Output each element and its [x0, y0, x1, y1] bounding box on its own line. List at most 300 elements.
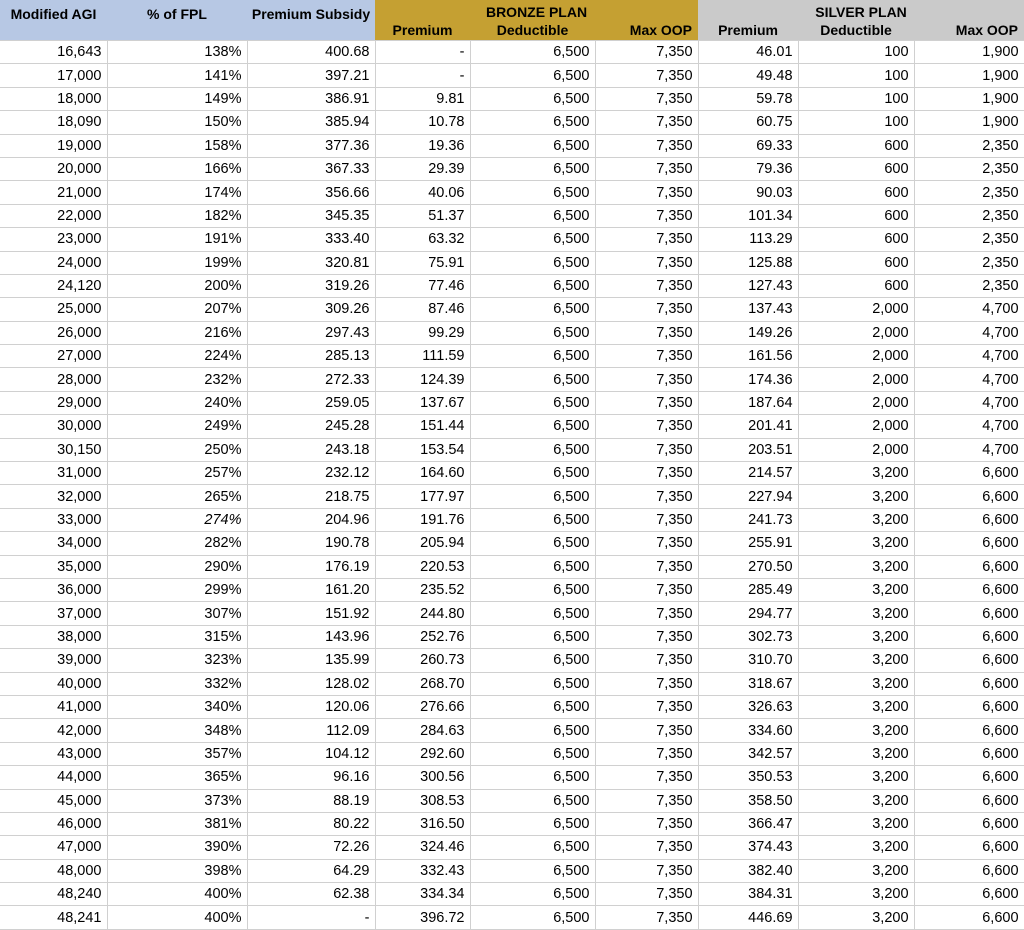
cell-pct-fpl: 340%: [107, 695, 247, 718]
table-row: [0, 181, 1024, 204]
cell-premium-subsidy: -: [247, 906, 375, 929]
cell-bronze-premium: 77.46: [375, 274, 470, 297]
cell-silver-premium: 358.50: [698, 789, 798, 812]
cell-silver-premium: 326.63: [698, 695, 798, 718]
cell-modified-agi: 34,000: [0, 532, 107, 555]
cell-silver-max-oop: 2,350: [914, 181, 1024, 204]
cell-silver-deductible: 3,200: [798, 812, 914, 835]
cell-pct-fpl: 138%: [107, 41, 247, 64]
cell-pct-fpl: 307%: [107, 602, 247, 625]
cell-bronze-max-oop: 7,350: [595, 345, 698, 368]
table-row: [0, 649, 1024, 672]
cell-bronze-deductible: 6,500: [470, 181, 595, 204]
cell-silver-max-oop: 6,600: [914, 672, 1024, 695]
cell-bronze-max-oop: 7,350: [595, 532, 698, 555]
cell-silver-deductible: 3,200: [798, 695, 914, 718]
cell-bronze-max-oop: 7,350: [595, 485, 698, 508]
cell-premium-subsidy: 297.43: [247, 321, 375, 344]
cell-bronze-premium: 51.37: [375, 204, 470, 227]
cell-pct-fpl: 365%: [107, 766, 247, 789]
cell-modified-agi: 24,120: [0, 274, 107, 297]
cell-bronze-deductible: 6,500: [470, 672, 595, 695]
cell-premium-subsidy: 320.81: [247, 251, 375, 274]
cell-silver-max-oop: 6,600: [914, 742, 1024, 765]
cell-silver-max-oop: 1,900: [914, 87, 1024, 110]
cell-bronze-deductible: 6,500: [470, 836, 595, 859]
cell-bronze-deductible: 6,500: [470, 485, 595, 508]
cell-modified-agi: 19,000: [0, 134, 107, 157]
header-bronze-premium: Premium: [375, 20, 470, 41]
cell-pct-fpl: 216%: [107, 321, 247, 344]
cell-bronze-premium: 177.97: [375, 485, 470, 508]
cell-silver-premium: 310.70: [698, 649, 798, 672]
cell-premium-subsidy: 309.26: [247, 298, 375, 321]
cell-silver-max-oop: 6,600: [914, 695, 1024, 718]
header-bronze-plan: BRONZE PLAN: [375, 0, 698, 20]
table-row: [0, 602, 1024, 625]
cell-bronze-premium: 268.70: [375, 672, 470, 695]
table-row: [0, 251, 1024, 274]
cell-modified-agi: 47,000: [0, 836, 107, 859]
table-row: [0, 789, 1024, 812]
cell-pct-fpl: 240%: [107, 391, 247, 414]
cell-bronze-deductible: 6,500: [470, 415, 595, 438]
cell-premium-subsidy: 151.92: [247, 602, 375, 625]
table-row: [0, 64, 1024, 87]
table-body: [0, 41, 1024, 930]
cell-silver-max-oop: 6,600: [914, 789, 1024, 812]
cell-silver-premium: 137.43: [698, 298, 798, 321]
cell-premium-subsidy: 386.91: [247, 87, 375, 110]
table-row: [0, 321, 1024, 344]
cell-pct-fpl: 381%: [107, 812, 247, 835]
cell-bronze-deductible: 6,500: [470, 228, 595, 251]
header-silver-deductible: Deductible: [798, 20, 914, 41]
cell-bronze-deductible: 6,500: [470, 602, 595, 625]
cell-silver-deductible: 3,200: [798, 742, 914, 765]
cell-silver-deductible: 600: [798, 134, 914, 157]
cell-modified-agi: 38,000: [0, 625, 107, 648]
cell-bronze-max-oop: 7,350: [595, 672, 698, 695]
table-row: [0, 462, 1024, 485]
cell-premium-subsidy: 259.05: [247, 391, 375, 414]
cell-bronze-max-oop: 7,350: [595, 508, 698, 531]
cell-premium-subsidy: 96.16: [247, 766, 375, 789]
cell-silver-deductible: 3,200: [798, 789, 914, 812]
cell-silver-deductible: 3,200: [798, 462, 914, 485]
cell-bronze-deductible: 6,500: [470, 555, 595, 578]
cell-silver-max-oop: 6,600: [914, 508, 1024, 531]
cell-bronze-premium: 334.34: [375, 883, 470, 906]
cell-silver-deductible: 3,200: [798, 649, 914, 672]
cell-modified-agi: 41,000: [0, 695, 107, 718]
cell-bronze-max-oop: 7,350: [595, 415, 698, 438]
table-row: [0, 695, 1024, 718]
cell-modified-agi: 40,000: [0, 672, 107, 695]
cell-bronze-max-oop: 7,350: [595, 649, 698, 672]
cell-pct-fpl: 274%: [107, 508, 247, 531]
cell-modified-agi: 48,241: [0, 906, 107, 929]
cell-bronze-premium: 284.63: [375, 719, 470, 742]
cell-silver-premium: 60.75: [698, 111, 798, 134]
cell-bronze-deductible: 6,500: [470, 345, 595, 368]
header-modified-agi: Modified AGI: [0, 0, 107, 41]
cell-premium-subsidy: 135.99: [247, 649, 375, 672]
cell-silver-premium: 203.51: [698, 438, 798, 461]
cell-bronze-deductible: 6,500: [470, 438, 595, 461]
cell-silver-max-oop: 6,600: [914, 906, 1024, 929]
cell-silver-deductible: 600: [798, 204, 914, 227]
cell-silver-premium: 318.67: [698, 672, 798, 695]
cell-bronze-max-oop: 7,350: [595, 204, 698, 227]
cell-silver-max-oop: 4,700: [914, 321, 1024, 344]
table-header: [0, 0, 1024, 41]
cell-pct-fpl: 290%: [107, 555, 247, 578]
cell-silver-deductible: 3,200: [798, 508, 914, 531]
cell-premium-subsidy: 232.12: [247, 462, 375, 485]
cell-bronze-deductible: 6,500: [470, 906, 595, 929]
cell-silver-max-oop: 2,350: [914, 228, 1024, 251]
cell-premium-subsidy: 385.94: [247, 111, 375, 134]
cell-bronze-premium: 205.94: [375, 532, 470, 555]
cell-bronze-premium: -: [375, 64, 470, 87]
cell-bronze-deductible: 6,500: [470, 64, 595, 87]
cell-premium-subsidy: 356.66: [247, 181, 375, 204]
cell-silver-premium: 125.88: [698, 251, 798, 274]
cell-bronze-max-oop: 7,350: [595, 41, 698, 64]
table-row: [0, 134, 1024, 157]
cell-silver-premium: 285.49: [698, 578, 798, 601]
cell-silver-max-oop: 2,350: [914, 274, 1024, 297]
cell-bronze-deductible: 6,500: [470, 859, 595, 882]
cell-bronze-deductible: 6,500: [470, 462, 595, 485]
cell-bronze-max-oop: 7,350: [595, 578, 698, 601]
table-row: [0, 719, 1024, 742]
cell-silver-max-oop: 6,600: [914, 883, 1024, 906]
cell-bronze-max-oop: 7,350: [595, 555, 698, 578]
cell-modified-agi: 30,150: [0, 438, 107, 461]
cell-silver-max-oop: 2,350: [914, 157, 1024, 180]
cell-silver-premium: 59.78: [698, 87, 798, 110]
cell-premium-subsidy: 176.19: [247, 555, 375, 578]
cell-silver-deductible: 3,200: [798, 859, 914, 882]
cell-silver-premium: 101.34: [698, 204, 798, 227]
cell-silver-max-oop: 6,600: [914, 719, 1024, 742]
cell-silver-max-oop: 6,600: [914, 462, 1024, 485]
cell-bronze-max-oop: 7,350: [595, 462, 698, 485]
cell-modified-agi: 43,000: [0, 742, 107, 765]
table-row: [0, 41, 1024, 64]
cell-silver-deductible: 600: [798, 181, 914, 204]
cell-silver-max-oop: 2,350: [914, 251, 1024, 274]
table-row: [0, 625, 1024, 648]
cell-bronze-premium: 244.80: [375, 602, 470, 625]
cell-silver-premium: 334.60: [698, 719, 798, 742]
cell-pct-fpl: 400%: [107, 883, 247, 906]
table-row: [0, 485, 1024, 508]
cell-bronze-deductible: 6,500: [470, 695, 595, 718]
cell-bronze-deductible: 6,500: [470, 766, 595, 789]
cell-modified-agi: 44,000: [0, 766, 107, 789]
cell-bronze-premium: 137.67: [375, 391, 470, 414]
cell-silver-deductible: 100: [798, 87, 914, 110]
cell-silver-deductible: 100: [798, 41, 914, 64]
cell-modified-agi: 16,643: [0, 41, 107, 64]
cell-pct-fpl: 257%: [107, 462, 247, 485]
table-row: [0, 368, 1024, 391]
cell-bronze-max-oop: 7,350: [595, 111, 698, 134]
header-silver-premium: Premium: [698, 20, 798, 41]
cell-silver-premium: 382.40: [698, 859, 798, 882]
cell-bronze-deductible: 6,500: [470, 532, 595, 555]
cell-silver-max-oop: 4,700: [914, 298, 1024, 321]
table-row: [0, 578, 1024, 601]
cell-pct-fpl: 299%: [107, 578, 247, 601]
cell-bronze-premium: 300.56: [375, 766, 470, 789]
header-bronze-deductible: Deductible: [470, 20, 595, 41]
cell-bronze-premium: -: [375, 41, 470, 64]
cell-modified-agi: 18,000: [0, 87, 107, 110]
cell-bronze-max-oop: 7,350: [595, 368, 698, 391]
cell-silver-deductible: 600: [798, 228, 914, 251]
cell-modified-agi: 21,000: [0, 181, 107, 204]
cell-bronze-deductible: 6,500: [470, 508, 595, 531]
cell-silver-max-oop: 6,600: [914, 485, 1024, 508]
table-row: [0, 345, 1024, 368]
cell-premium-subsidy: 161.20: [247, 578, 375, 601]
table-row: [0, 298, 1024, 321]
cell-premium-subsidy: 104.12: [247, 742, 375, 765]
cell-silver-deductible: 3,200: [798, 625, 914, 648]
header-bronze-max-oop: Max OOP: [595, 20, 698, 41]
cell-silver-premium: 201.41: [698, 415, 798, 438]
cell-silver-max-oop: 2,350: [914, 204, 1024, 227]
cell-silver-deductible: 3,200: [798, 672, 914, 695]
cell-silver-premium: 384.31: [698, 883, 798, 906]
cell-premium-subsidy: 245.28: [247, 415, 375, 438]
cell-modified-agi: 17,000: [0, 64, 107, 87]
cell-pct-fpl: 141%: [107, 64, 247, 87]
cell-silver-premium: 241.73: [698, 508, 798, 531]
cell-bronze-max-oop: 7,350: [595, 859, 698, 882]
cell-silver-deductible: 3,200: [798, 532, 914, 555]
cell-premium-subsidy: 345.35: [247, 204, 375, 227]
cell-bronze-deductible: 6,500: [470, 578, 595, 601]
cell-premium-subsidy: 204.96: [247, 508, 375, 531]
cell-bronze-deductible: 6,500: [470, 87, 595, 110]
table-row: [0, 766, 1024, 789]
cell-pct-fpl: 357%: [107, 742, 247, 765]
cell-bronze-premium: 316.50: [375, 812, 470, 835]
cell-bronze-max-oop: 7,350: [595, 625, 698, 648]
cell-bronze-deductible: 6,500: [470, 298, 595, 321]
cell-bronze-max-oop: 7,350: [595, 438, 698, 461]
cell-silver-max-oop: 4,700: [914, 438, 1024, 461]
cell-modified-agi: 30,000: [0, 415, 107, 438]
cell-bronze-deductible: 6,500: [470, 625, 595, 648]
cell-silver-deductible: 600: [798, 274, 914, 297]
cell-silver-premium: 270.50: [698, 555, 798, 578]
cell-pct-fpl: 166%: [107, 157, 247, 180]
cell-pct-fpl: 315%: [107, 625, 247, 648]
cell-premium-subsidy: 62.38: [247, 883, 375, 906]
cell-premium-subsidy: 128.02: [247, 672, 375, 695]
header-silver-max-oop: Max OOP: [914, 20, 1024, 41]
cell-bronze-max-oop: 7,350: [595, 766, 698, 789]
table-row: [0, 87, 1024, 110]
cell-modified-agi: 25,000: [0, 298, 107, 321]
cell-bronze-deductible: 6,500: [470, 789, 595, 812]
cell-bronze-premium: 19.36: [375, 134, 470, 157]
cell-modified-agi: 29,000: [0, 391, 107, 414]
cell-silver-deductible: 3,200: [798, 766, 914, 789]
cell-bronze-premium: 276.66: [375, 695, 470, 718]
cell-silver-max-oop: 6,600: [914, 532, 1024, 555]
cell-bronze-max-oop: 7,350: [595, 87, 698, 110]
cell-silver-deductible: 600: [798, 251, 914, 274]
table-row: [0, 111, 1024, 134]
cell-modified-agi: 31,000: [0, 462, 107, 485]
cell-pct-fpl: 282%: [107, 532, 247, 555]
cell-bronze-premium: 153.54: [375, 438, 470, 461]
cell-silver-max-oop: 1,900: [914, 111, 1024, 134]
cell-silver-deductible: 2,000: [798, 321, 914, 344]
table-row: [0, 836, 1024, 859]
cell-modified-agi: 37,000: [0, 602, 107, 625]
cell-silver-deductible: 3,200: [798, 906, 914, 929]
cell-modified-agi: 24,000: [0, 251, 107, 274]
table-row: [0, 157, 1024, 180]
cell-premium-subsidy: 120.06: [247, 695, 375, 718]
cell-bronze-max-oop: 7,350: [595, 181, 698, 204]
cell-bronze-premium: 124.39: [375, 368, 470, 391]
cell-pct-fpl: 224%: [107, 345, 247, 368]
cell-bronze-max-oop: 7,350: [595, 251, 698, 274]
cell-silver-premium: 49.48: [698, 64, 798, 87]
cell-premium-subsidy: 272.33: [247, 368, 375, 391]
cell-premium-subsidy: 72.26: [247, 836, 375, 859]
cell-bronze-deductible: 6,500: [470, 251, 595, 274]
table-row: [0, 391, 1024, 414]
cell-pct-fpl: 249%: [107, 415, 247, 438]
table-row: [0, 742, 1024, 765]
cell-bronze-premium: 40.06: [375, 181, 470, 204]
cell-silver-premium: 149.26: [698, 321, 798, 344]
cell-bronze-max-oop: 7,350: [595, 695, 698, 718]
table-row: [0, 859, 1024, 882]
cell-bronze-deductible: 6,500: [470, 719, 595, 742]
cell-silver-max-oop: 2,350: [914, 134, 1024, 157]
cell-pct-fpl: 149%: [107, 87, 247, 110]
cell-silver-premium: 79.36: [698, 157, 798, 180]
table-row: [0, 672, 1024, 695]
cell-pct-fpl: 174%: [107, 181, 247, 204]
cell-bronze-premium: 29.39: [375, 157, 470, 180]
cell-bronze-premium: 99.29: [375, 321, 470, 344]
cell-silver-premium: 294.77: [698, 602, 798, 625]
cell-bronze-max-oop: 7,350: [595, 812, 698, 835]
cell-silver-premium: 214.57: [698, 462, 798, 485]
cell-silver-premium: 174.36: [698, 368, 798, 391]
cell-bronze-max-oop: 7,350: [595, 906, 698, 929]
cell-modified-agi: 46,000: [0, 812, 107, 835]
cell-silver-deductible: 3,200: [798, 602, 914, 625]
cell-silver-premium: 187.64: [698, 391, 798, 414]
cell-silver-max-oop: 4,700: [914, 415, 1024, 438]
cell-premium-subsidy: 88.19: [247, 789, 375, 812]
cell-bronze-deductible: 6,500: [470, 742, 595, 765]
cell-silver-max-oop: 1,900: [914, 64, 1024, 87]
cell-bronze-deductible: 6,500: [470, 157, 595, 180]
cell-silver-deductible: 600: [798, 157, 914, 180]
cell-silver-max-oop: 4,700: [914, 345, 1024, 368]
cell-silver-premium: 69.33: [698, 134, 798, 157]
cell-modified-agi: 32,000: [0, 485, 107, 508]
table-row: [0, 812, 1024, 835]
cell-modified-agi: 39,000: [0, 649, 107, 672]
cell-bronze-max-oop: 7,350: [595, 298, 698, 321]
cell-bronze-deductible: 6,500: [470, 883, 595, 906]
table-row: [0, 883, 1024, 906]
cell-pct-fpl: 232%: [107, 368, 247, 391]
cell-modified-agi: 27,000: [0, 345, 107, 368]
cell-silver-max-oop: 6,600: [914, 836, 1024, 859]
cell-pct-fpl: 150%: [107, 111, 247, 134]
cell-bronze-max-oop: 7,350: [595, 274, 698, 297]
cell-bronze-max-oop: 7,350: [595, 602, 698, 625]
cell-modified-agi: 20,000: [0, 157, 107, 180]
cell-bronze-premium: 260.73: [375, 649, 470, 672]
cell-bronze-max-oop: 7,350: [595, 789, 698, 812]
cell-bronze-premium: 235.52: [375, 578, 470, 601]
cell-silver-deductible: 3,200: [798, 555, 914, 578]
cell-silver-max-oop: 6,600: [914, 859, 1024, 882]
cell-modified-agi: 45,000: [0, 789, 107, 812]
cell-bronze-max-oop: 7,350: [595, 836, 698, 859]
cell-premium-subsidy: 333.40: [247, 228, 375, 251]
cell-bronze-premium: 164.60: [375, 462, 470, 485]
cell-silver-deductible: 3,200: [798, 883, 914, 906]
cell-pct-fpl: 373%: [107, 789, 247, 812]
cell-silver-deductible: 2,000: [798, 438, 914, 461]
cell-pct-fpl: 348%: [107, 719, 247, 742]
cell-silver-deductible: 2,000: [798, 415, 914, 438]
cell-pct-fpl: 199%: [107, 251, 247, 274]
cell-pct-fpl: 265%: [107, 485, 247, 508]
cell-bronze-premium: 292.60: [375, 742, 470, 765]
cell-silver-premium: 446.69: [698, 906, 798, 929]
cell-bronze-deductible: 6,500: [470, 321, 595, 344]
cell-bronze-max-oop: 7,350: [595, 883, 698, 906]
cell-silver-max-oop: 1,900: [914, 41, 1024, 64]
cell-bronze-premium: 111.59: [375, 345, 470, 368]
cell-silver-max-oop: 6,600: [914, 649, 1024, 672]
cell-bronze-deductible: 6,500: [470, 134, 595, 157]
cell-bronze-premium: 191.76: [375, 508, 470, 531]
cell-pct-fpl: 191%: [107, 228, 247, 251]
header-pct-fpl: % of FPL: [107, 0, 247, 41]
cell-bronze-premium: 220.53: [375, 555, 470, 578]
cell-bronze-deductible: 6,500: [470, 649, 595, 672]
cell-bronze-deductible: 6,500: [470, 391, 595, 414]
cell-premium-subsidy: 112.09: [247, 719, 375, 742]
cell-silver-premium: 46.01: [698, 41, 798, 64]
cell-pct-fpl: 400%: [107, 906, 247, 929]
cell-silver-deductible: 3,200: [798, 719, 914, 742]
cell-bronze-max-oop: 7,350: [595, 719, 698, 742]
cell-bronze-deductible: 6,500: [470, 41, 595, 64]
cell-silver-deductible: 2,000: [798, 345, 914, 368]
